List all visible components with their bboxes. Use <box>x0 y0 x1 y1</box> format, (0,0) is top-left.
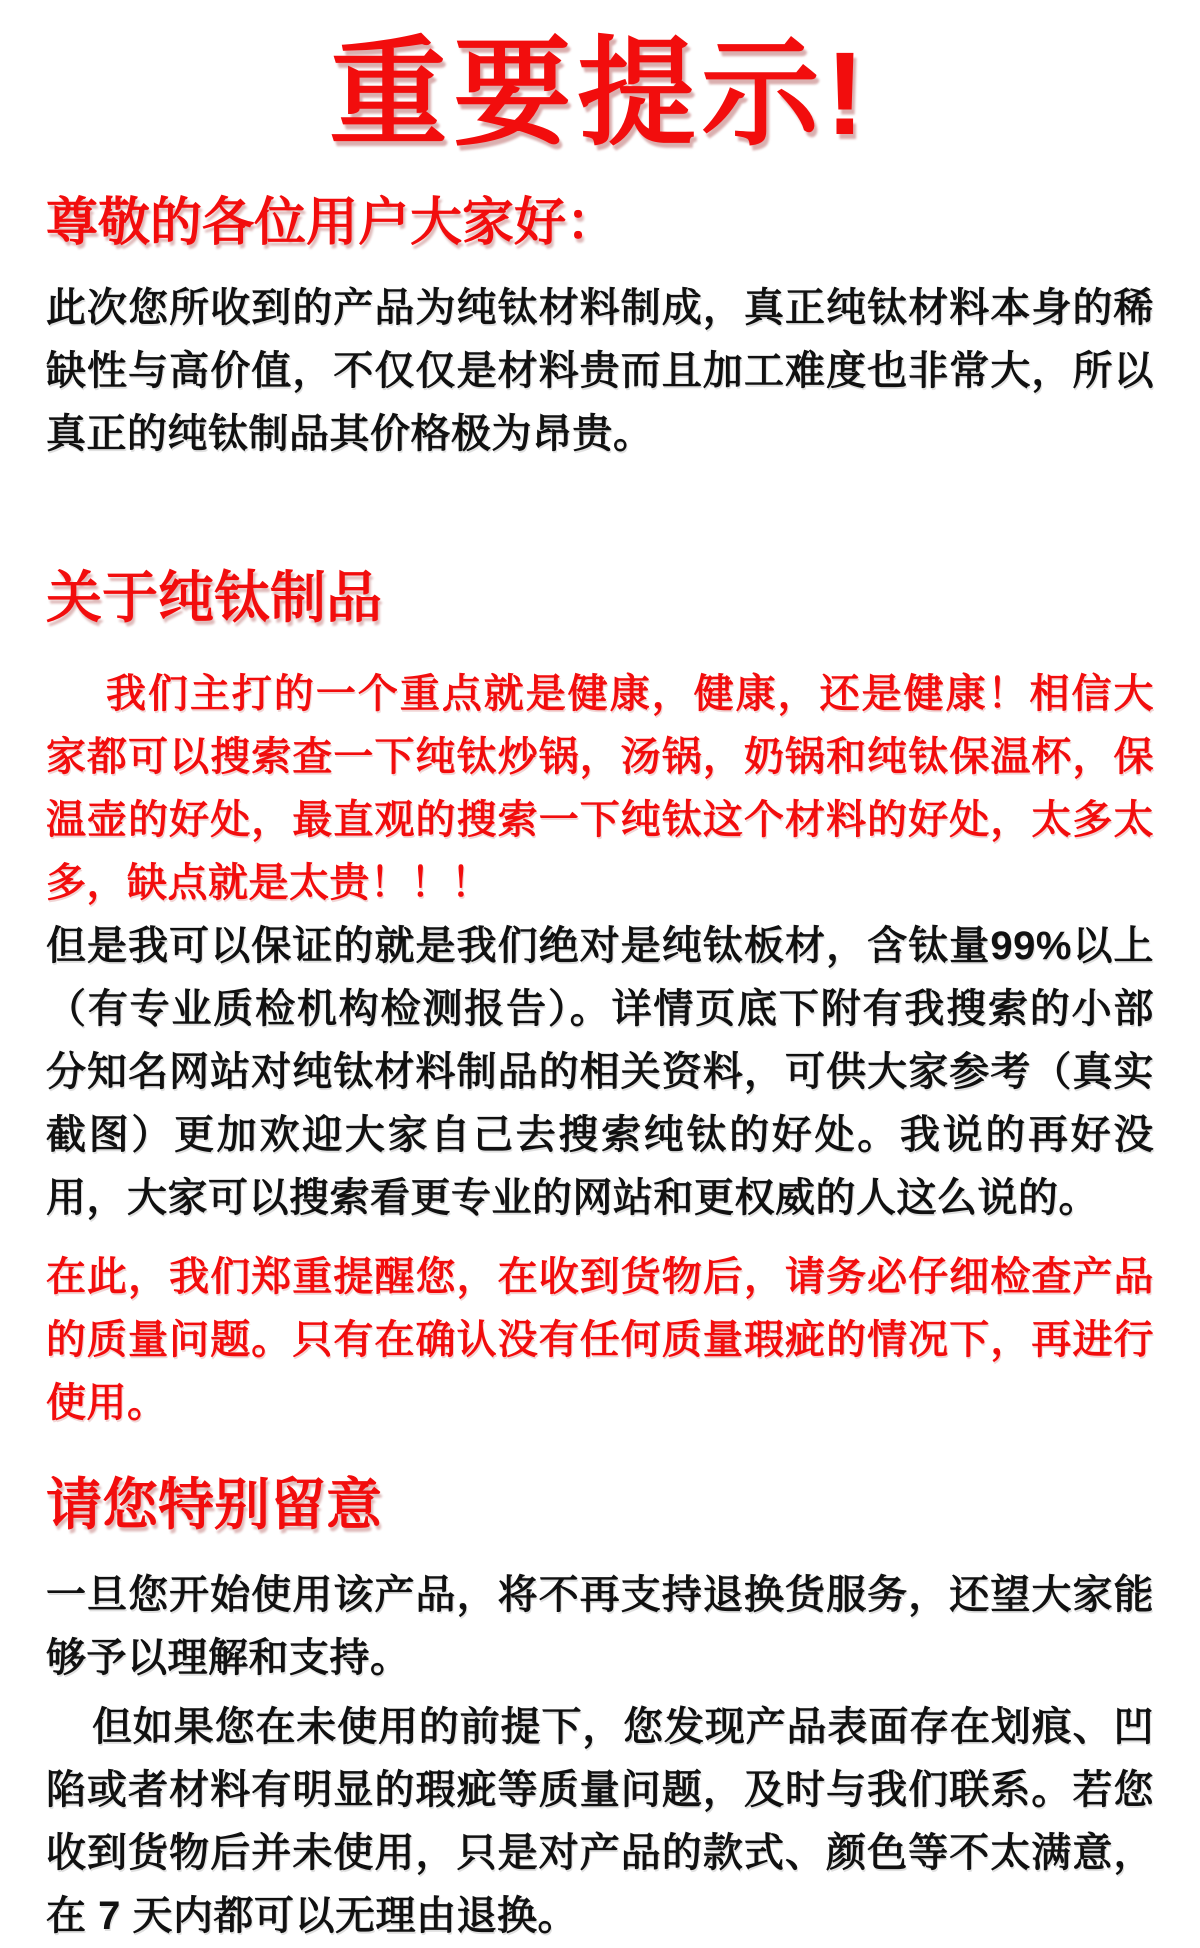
greeting-paragraph: 此次您所收到的产品为纯钛材料制成，真正纯钛材料本身的稀缺性与高价值，不仅仅是材料贵而且加工难度也非常大，所以真正的纯钛制品其价格极为昂贵。 <box>46 285 1154 456</box>
about-heading: 关于纯钛制品 <box>46 565 382 629</box>
notice-paragraph-2: 但如果您在未使用的前提下，您发现产品表面存在划痕、凹陷或者材料有明显的瑕疵等质量问题，及时与我们联系。若您收到货物后并未使用，只是对产品的款式、颜色等不太满意，在 7 天内都可以无理由退换。 <box>46 1704 1154 1938</box>
about-highlight-paragraph: 我们主打的一个重点就是健康，健康，还是健康！相信大家都可以搜索查一下纯钛炒锅，汤锅，奶锅和纯钛保温杯，保温壶的好处，最直观的搜索一下纯钛这个材料的好处，太多太多，缺点就是太贵！！！ <box>46 671 1154 905</box>
page-title: 重要提示! <box>329 28 871 160</box>
section-about-titanium <box>46 564 1154 1435</box>
notice-heading: 请您特别留意 <box>46 1472 382 1536</box>
notice-page <box>0 28 1200 1938</box>
section-special-notice <box>46 1471 1154 1948</box>
greeting-heading: 尊敬的各位用户大家好： <box>46 194 619 253</box>
section-greeting <box>46 192 1154 465</box>
notice-paragraph-1: 一旦您开始使用该产品，将不再支持退换货服务，还望大家能够予以理解和支持。 <box>46 1572 1154 1680</box>
about-reminder-paragraph: 在此，我们郑重提醒您，在收到货物后，请务必仔细检查产品的质量问题。只有在确认没有任何质量瑕疵的情况下，再进行使用。 <box>46 1254 1154 1425</box>
about-body-paragraph: 但是我可以保证的就是我们绝对是纯钛板材，含钛量99%以上（有专业质检机构检测报告）。详情页底下附有我搜索的小部分知名网站对纯钛材料制品的相关资料，可供大家参考（真实截图）更加欢迎大家自己去搜索纯钛的好处。我说的再好没用，大家可以搜索看更专业的网站和更权威的人这么说的。 <box>46 923 1154 1220</box>
